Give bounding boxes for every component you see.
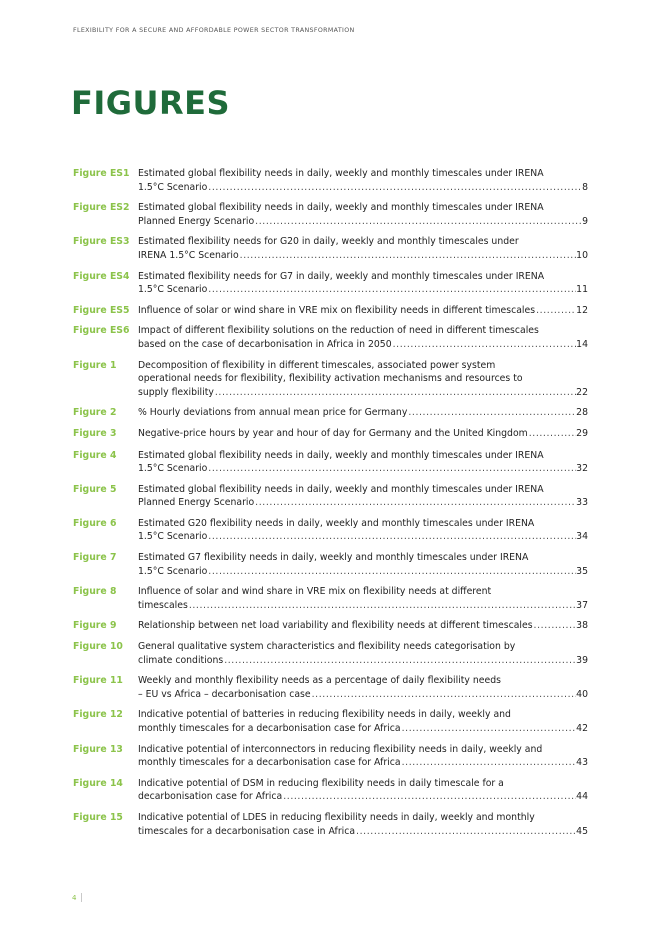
running-header: FLEXIBILITY FOR A SECURE AND AFFORDABLE POWER SECTOR TRANSFORMATION	[73, 27, 355, 34]
dot-leader	[401, 756, 577, 770]
figure-label: Figure 15	[73, 811, 123, 823]
caption-line: Indicative potential of DSM in reducing flexibility needs in daily timescale for a	[138, 777, 504, 789]
figure-caption	[138, 304, 588, 318]
figure-entry[interactable]	[73, 708, 588, 735]
dot-leader	[311, 688, 577, 702]
caption-line: Negative-price hours by year and hour of day for Germany and the United Kingdom	[138, 427, 528, 439]
figure-label: Figure 13	[73, 743, 123, 755]
figure-entry[interactable]	[73, 449, 588, 476]
figure-entry[interactable]	[73, 201, 588, 228]
caption-line: Relationship between net load variability and flexibility needs at different timescales	[138, 620, 533, 632]
page-title: FIGURES	[71, 84, 231, 122]
figure-entry[interactable]	[73, 743, 588, 770]
page-reference: 34	[576, 531, 588, 543]
caption-line: 1.5°C Scenario	[138, 565, 208, 577]
figure-caption	[138, 449, 588, 476]
caption-last-line	[138, 654, 588, 668]
figure-label: Figure 2	[73, 407, 117, 419]
caption-line: Estimated global flexibility needs in daily, weekly and monthly timescales under IRENA	[138, 202, 544, 214]
figure-label: Figure ES1	[73, 168, 130, 179]
caption-last-line	[138, 722, 588, 736]
caption-line: Estimated G7 flexibility needs in daily, weekly and monthly timescales under IRENA	[138, 552, 529, 564]
caption-line: Indicative potential of batteries in reducing flexibility needs in daily, weekly and	[138, 709, 511, 721]
caption-line: decarbonisation case for Africa	[138, 791, 283, 803]
caption-line: supply flexibility	[138, 386, 214, 398]
figure-caption	[138, 483, 588, 510]
caption-last-line	[138, 688, 588, 702]
page-reference: 42	[576, 723, 588, 734]
dot-leader	[533, 619, 577, 633]
dot-leader	[188, 599, 576, 613]
figure-entry[interactable]	[73, 270, 588, 297]
figure-caption	[138, 406, 588, 420]
page-reference: 9	[582, 215, 588, 227]
figure-entry[interactable]	[73, 167, 588, 194]
figure-label: Figure 12	[73, 709, 123, 721]
figure-caption	[138, 235, 588, 262]
figure-entry[interactable]	[73, 517, 588, 544]
page-reference: 40	[576, 688, 588, 700]
caption-last-line	[138, 599, 588, 613]
figure-caption	[138, 551, 588, 578]
page-reference: 10	[576, 249, 588, 261]
caption-last-line	[138, 304, 588, 318]
dot-leader	[254, 215, 582, 229]
caption-last-line	[138, 338, 588, 352]
figure-entry[interactable]	[73, 640, 588, 667]
figure-caption	[138, 743, 588, 770]
figure-label: Figure ES6	[73, 325, 130, 337]
figure-entry[interactable]	[73, 359, 588, 400]
figure-entry[interactable]	[73, 483, 588, 510]
caption-line: General qualitative system characteristics and flexibility needs categorisation by	[138, 641, 516, 653]
caption-line: Indicative potential of LDES in reducing flexibility needs in daily, weekly and monthly	[138, 811, 535, 823]
figure-entry[interactable]	[73, 619, 588, 633]
figure-label: Figure 3	[73, 427, 117, 439]
figure-caption	[138, 640, 588, 667]
figure-caption	[138, 619, 588, 633]
dot-leader	[207, 181, 582, 195]
caption-line: Planned Energy Scenario	[138, 497, 255, 509]
dot-leader	[207, 565, 576, 579]
figure-caption	[138, 167, 588, 194]
footer-divider	[81, 893, 82, 902]
figure-caption	[138, 427, 588, 441]
caption-line: climate conditions	[138, 654, 224, 666]
page-reference: 43	[576, 757, 588, 769]
figure-label: Figure 9	[73, 620, 117, 632]
caption-line: Indicative potential of interconnectors in reducing flexibility needs in daily, weekly and	[138, 743, 543, 755]
figure-entry[interactable]	[73, 777, 588, 804]
figure-label: Figure 1	[73, 359, 117, 371]
figure-caption	[138, 359, 588, 400]
caption-last-line	[138, 825, 588, 839]
figures-list	[73, 167, 588, 838]
caption-line: monthly timescales for a decarbonisation case for Africa	[138, 723, 401, 734]
figure-caption	[138, 674, 588, 701]
figure-label: Figure 7	[73, 552, 117, 564]
figure-caption	[138, 201, 588, 228]
page-reference: 39	[576, 654, 588, 666]
page-reference: 11	[576, 284, 588, 296]
page-reference: 45	[576, 825, 588, 837]
caption-line: – EU vs Africa – decarbonisation case	[138, 688, 311, 700]
caption-line: Decomposition of flexibility in different timescales, associated power system	[138, 359, 496, 371]
dot-leader	[207, 283, 576, 297]
page-reference: 8	[582, 181, 588, 193]
caption-line: Impact of different flexibility solutions on the reduction of need in different timescales	[138, 325, 539, 337]
caption-line: Estimated global flexibility needs in daily, weekly and monthly timescales under IRENA	[138, 483, 544, 495]
dot-leader	[392, 338, 577, 352]
dot-leader	[239, 249, 577, 263]
figure-entry[interactable]	[73, 324, 588, 351]
figure-caption	[138, 517, 588, 544]
caption-line: Estimated global flexibility needs in daily, weekly and monthly timescales under IRENA	[138, 449, 544, 461]
dot-leader	[207, 462, 576, 476]
caption-last-line	[138, 386, 588, 400]
figure-entry[interactable]	[73, 304, 588, 318]
figure-caption	[138, 324, 588, 351]
page-reference: 22	[576, 386, 588, 398]
caption-line: timescales for a decarbonisation case in Africa	[138, 825, 356, 837]
caption-line: Estimated global flexibility needs in daily, weekly and monthly timescales under IRENA	[138, 168, 544, 179]
figure-entry[interactable]	[73, 406, 588, 420]
figure-caption	[138, 777, 588, 804]
dot-leader	[207, 530, 576, 544]
figure-label: Figure 14	[73, 777, 123, 789]
figure-label: Figure 5	[73, 483, 117, 495]
caption-last-line	[138, 215, 588, 229]
figure-entry[interactable]	[73, 551, 588, 578]
caption-line: Weekly and monthly flexibility needs as a percentage of daily flexibility needs	[138, 675, 501, 687]
dot-leader	[535, 304, 576, 318]
figure-entry[interactable]	[73, 585, 588, 612]
dot-leader	[528, 427, 576, 441]
figure-label: Figure 8	[73, 586, 117, 598]
dot-leader	[355, 825, 576, 839]
caption-line: 1.5°C Scenario	[138, 181, 208, 193]
page-reference: 37	[576, 599, 588, 611]
caption-last-line	[138, 565, 588, 579]
caption-line: timescales	[138, 599, 188, 611]
dot-leader	[407, 406, 576, 420]
caption-line: Estimated flexibility needs for G7 in daily, weekly and monthly timescales under IRENA	[138, 270, 545, 282]
page-reference: 35	[576, 565, 588, 577]
caption-line: 1.5°C Scenario	[138, 284, 208, 296]
caption-line: monthly timescales for a decarbonisation case for Africa	[138, 757, 401, 769]
dot-leader	[401, 722, 577, 736]
page-reference: 33	[576, 497, 588, 509]
page-reference: 38	[576, 620, 588, 632]
figure-label: Figure ES2	[73, 202, 130, 214]
caption-last-line	[138, 756, 588, 770]
caption-line: 1.5°C Scenario	[138, 463, 208, 475]
caption-line: Estimated G20 flexibility needs in daily, weekly and monthly timescales under IRENA	[138, 517, 535, 529]
caption-line: Influence of solar or wind share in VRE mix on flexibility needs in different timescales	[138, 304, 536, 316]
page-reference: 12	[576, 304, 588, 316]
caption-last-line	[138, 790, 588, 804]
figure-label: Figure ES3	[73, 236, 130, 248]
dot-leader	[223, 654, 576, 668]
figure-entry[interactable]	[73, 235, 588, 262]
caption-line: Influence of solar and wind share in VRE mix on flexibility needs at different	[138, 586, 492, 598]
figure-label: Figure ES5	[73, 304, 130, 316]
caption-line: % Hourly deviations from annual mean price for Germany	[138, 407, 408, 419]
caption-last-line	[138, 427, 588, 441]
caption-last-line	[138, 619, 588, 633]
caption-line: based on the case of decarbonisation in Africa in 2050	[138, 338, 392, 350]
dot-leader	[214, 386, 576, 400]
caption-last-line	[138, 249, 588, 263]
caption-line: Planned Energy Scenario	[138, 215, 255, 227]
figure-label: Figure 4	[73, 449, 117, 461]
page-reference: 29	[576, 427, 588, 439]
caption-last-line	[138, 462, 588, 476]
page-footer	[72, 893, 82, 902]
caption-last-line	[138, 496, 588, 510]
figure-label: Figure 11	[73, 675, 123, 687]
figure-entry[interactable]	[73, 674, 588, 701]
page-reference: 44	[576, 791, 588, 803]
page-reference: 28	[576, 407, 588, 419]
caption-line: 1.5°C Scenario	[138, 531, 208, 543]
caption-last-line	[138, 181, 588, 195]
figure-entry[interactable]	[73, 811, 588, 838]
caption-line: Estimated flexibility needs for G20 in daily, weekly and monthly timescales under	[138, 236, 519, 248]
figure-entry[interactable]	[73, 427, 588, 441]
page-number: 4	[72, 893, 77, 902]
caption-last-line	[138, 406, 588, 420]
figure-caption	[138, 811, 588, 838]
caption-line: IRENA 1.5°C Scenario	[138, 249, 239, 261]
figure-label: Figure ES4	[73, 270, 130, 282]
caption-last-line	[138, 283, 588, 297]
caption-line: operational needs for flexibility, flexibility activation mechanisms and resources to	[138, 373, 523, 385]
figure-label: Figure 6	[73, 517, 117, 529]
figure-label: Figure 10	[73, 641, 123, 653]
caption-last-line	[138, 530, 588, 544]
figure-caption	[138, 270, 588, 297]
page-reference: 14	[576, 338, 588, 350]
dot-leader	[282, 790, 576, 804]
figure-caption	[138, 585, 588, 612]
figure-caption	[138, 708, 588, 735]
dot-leader	[254, 496, 576, 510]
page-reference: 32	[576, 463, 588, 475]
